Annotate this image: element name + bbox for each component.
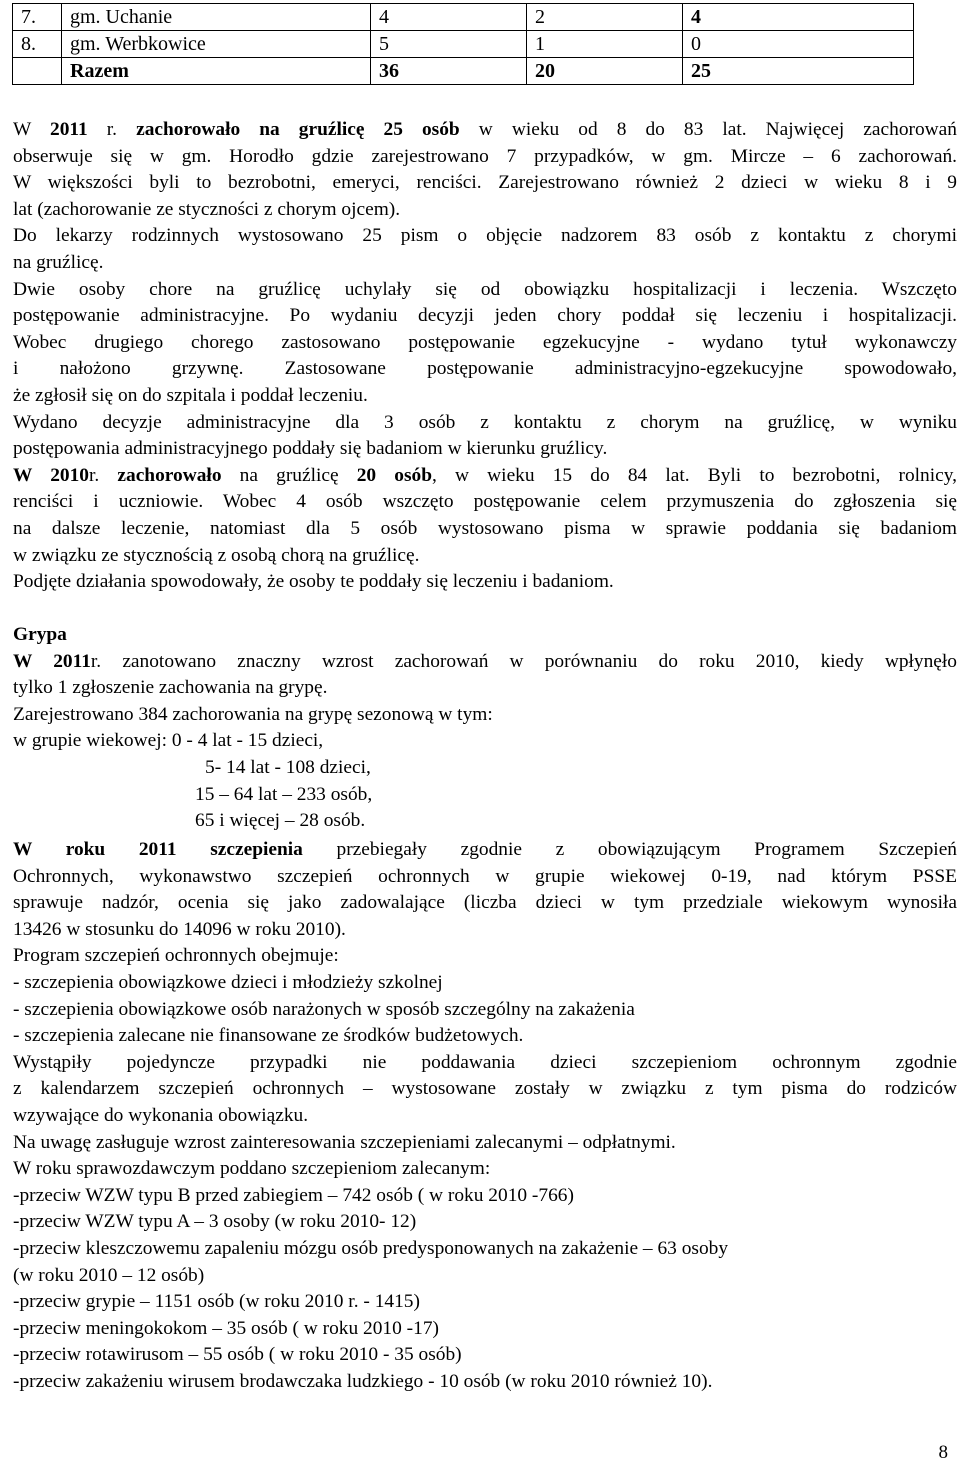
text-line: z kalendarzem szczepień ochronnych – wystosowane zostały w związku z tym pisma do rodziców	[13, 1078, 957, 1100]
text-line: Wystąpiły pojedyncze przypadki nie poddawania dzieci szczepieniom ochronnym zgodnie	[13, 1051, 957, 1073]
table-cell: 0	[683, 31, 914, 58]
table-cell	[13, 58, 62, 85]
text-line: W roku 2011 szczepienia przebiegały zgodnie z obowiązującym Programem Szczepień	[13, 839, 957, 860]
text-line: W roku sprawozdawczym poddano szczepieniom zalecanym:	[13, 1158, 491, 1180]
page-number: 8	[938, 1442, 948, 1463]
text-line: w grupie wiekowej: 0 - 4 lat - 15 dzieci,	[13, 730, 324, 752]
text-line: wzywające do wykonania obowiązku.	[13, 1104, 309, 1126]
text-line: W 2011 r. zachorowało na gruźlicę 25 osób w wieku od 8 do 83 lat. Najwięcej zachorowań	[13, 119, 957, 140]
text-line: - szczepienia obowiązkowe osób narażonych w sposób szczególny na zakażenia	[13, 998, 635, 1020]
text-line: W większości byli to bezrobotni, emeryci, renciści. Zarejestrowano również 2 dzieci w wieku 8 i 9	[13, 172, 957, 194]
text-line: na gruźlicę.	[13, 251, 104, 273]
text-line: - szczepienia zalecane nie finansowane ze środków budżetowych.	[13, 1025, 524, 1047]
text-line: -przeciw WZW typu B przed zabiegiem – 742 osób ( w roku 2010 -766)	[13, 1184, 574, 1206]
table-cell: 7.	[13, 4, 62, 31]
table-cell: gm. Uchanie	[62, 4, 371, 31]
table-cell: 20	[527, 58, 683, 85]
table-cell: Razem	[62, 58, 371, 85]
text-line: -przeciw meningokokom – 35 osób ( w roku 2010 -17)	[13, 1317, 439, 1339]
text-line: w związku ze stycznością z osobą chorą na gruźlicę.	[13, 544, 420, 566]
text-line: 5- 14 lat - 108 dzieci,	[205, 756, 371, 778]
text-line: Wobec drugiego chorego zastosowano postępowanie egzekucyjne - wydano tytuł wykonawczy	[13, 331, 957, 353]
table-cell: 4	[683, 4, 914, 31]
text-line: Wydano decyzje administracyjne dla 3 osób z kontaktu z chorym na gruźlicę, w wyniku	[13, 411, 957, 433]
text-line: Na uwagę zasługuje wzrost zainteresowania szczepieniami zalecanymi – odpłatnymi.	[13, 1131, 676, 1153]
text-line: obserwuje się w gm. Horodło gdzie zarejestrowano 7 przypadków, w gm. Mircze – 6 zachorowań.	[13, 145, 957, 167]
influenza-section	[13, 622, 957, 835]
text-line: -przeciw kleszczowemu zapaleniu mózgu osób predysponowanych na zakażenie – 63 osoby	[13, 1237, 729, 1259]
text-line: renciści i uczniowie. Wobec 4 osób wszczęto postępowanie celem przymuszenia do zgłoszenia się	[13, 491, 957, 513]
text-line: 15 – 64 lat – 233 osób,	[195, 783, 373, 805]
table-cell: 4	[371, 4, 527, 31]
table-cell: 36	[371, 58, 527, 85]
text-line: Program szczepień ochronnych obejmuje:	[13, 945, 339, 967]
vaccination-section	[13, 837, 957, 1395]
text-line: -przeciw WZW typu A – 3 osoby (w roku 2010- 12)	[13, 1211, 417, 1233]
text-line: - szczepienia obowiązkowe dzieci i młodzieży szkolnej	[13, 971, 443, 993]
table-cell: gm. Werbkowice	[62, 31, 371, 58]
text-line: postępowania administracyjnego poddały się badaniom w kierunku gruźlicy.	[13, 438, 608, 460]
text-line: lat (zachorowanie ze styczności z chorym ojcem).	[13, 198, 401, 220]
text-line: że zgłosił się on do szpitala i poddał leczeniu.	[13, 384, 368, 406]
table-cell: 8.	[13, 31, 62, 58]
table-cell: 2	[527, 4, 683, 31]
tuberculosis-section	[13, 117, 957, 596]
text-line: postępowanie administracyjne. Po wydaniu decyzji jeden chory poddał się leczeniu i hospitalizacji.	[13, 305, 957, 327]
table-cell: 1	[527, 31, 683, 58]
text-line: (w roku 2010 – 12 osób)	[13, 1264, 205, 1286]
text-line: -przeciw grypie – 1151 osób (w roku 2010 r. - 1415)	[13, 1291, 420, 1313]
cases-table	[12, 3, 914, 85]
text-line: tylko 1 zgłoszenie zachowania na grypę.	[13, 677, 328, 699]
text-line: Do lekarzy rodzinnych wystosowano 25 pism o objęcie nadzorem 83 osób z kontaktu z chorymi	[13, 225, 957, 247]
text-line: sprawuje nadzór, ocenia się jako zadowalające (liczba dzieci w tym przedziale wiekowym wynosiła	[13, 892, 957, 914]
table-cell: 5	[371, 31, 527, 58]
table-row	[13, 31, 914, 58]
text-line: Ochronnych, wykonawstwo szczepień ochronnych w grupie wiekowej 0-19, nad którym PSSE	[13, 865, 957, 887]
text-line: Zarejestrowano 384 zachorowania na grypę sezonową w tym:	[13, 703, 493, 725]
text-line: na dalsze leczenie, natomiast dla 5 osób wystosowano pisma w sprawie poddania się badaniom	[13, 517, 957, 539]
text-line: 65 i więcej – 28 osób.	[195, 810, 366, 832]
text-line: 13426 w stosunku do 14096 w roku 2010).	[13, 918, 346, 940]
table-cell: 25	[683, 58, 914, 85]
text-line: Podjęte działania spowodowały, że osoby te poddały się leczeniu i badaniom.	[13, 571, 614, 593]
text-line: i nałożono grzywnę. Zastosowane postępowanie administracyjno-egzekucyjne spowodowało,	[13, 358, 957, 380]
text-line: Dwie osoby chore na gruźlicę uchylały się od obowiązku hospitalizacji i leczenia. Wszczęto	[13, 278, 957, 300]
section-heading: Grypa	[13, 624, 67, 645]
text-line: -przeciw zakażeniu wirusem brodawczaka ludzkiego - 10 osób (w roku 2010 również 10).	[13, 1370, 713, 1392]
table-row	[13, 4, 914, 31]
text-line: W 2010r. zachorowało na gruźlicę 20 osób, w wieku 15 do 84 lat. Byli to bezrobotni, rolnicy,	[13, 464, 957, 486]
text-line: W 2011r. zanotowano znaczny wzrost zachorowań w porównaniu do roku 2010, kiedy wpłynęło	[13, 650, 957, 672]
table-row	[13, 58, 914, 85]
text-line: -przeciw rotawirusom – 55 osób ( w roku 2010 - 35 osób)	[13, 1344, 462, 1366]
